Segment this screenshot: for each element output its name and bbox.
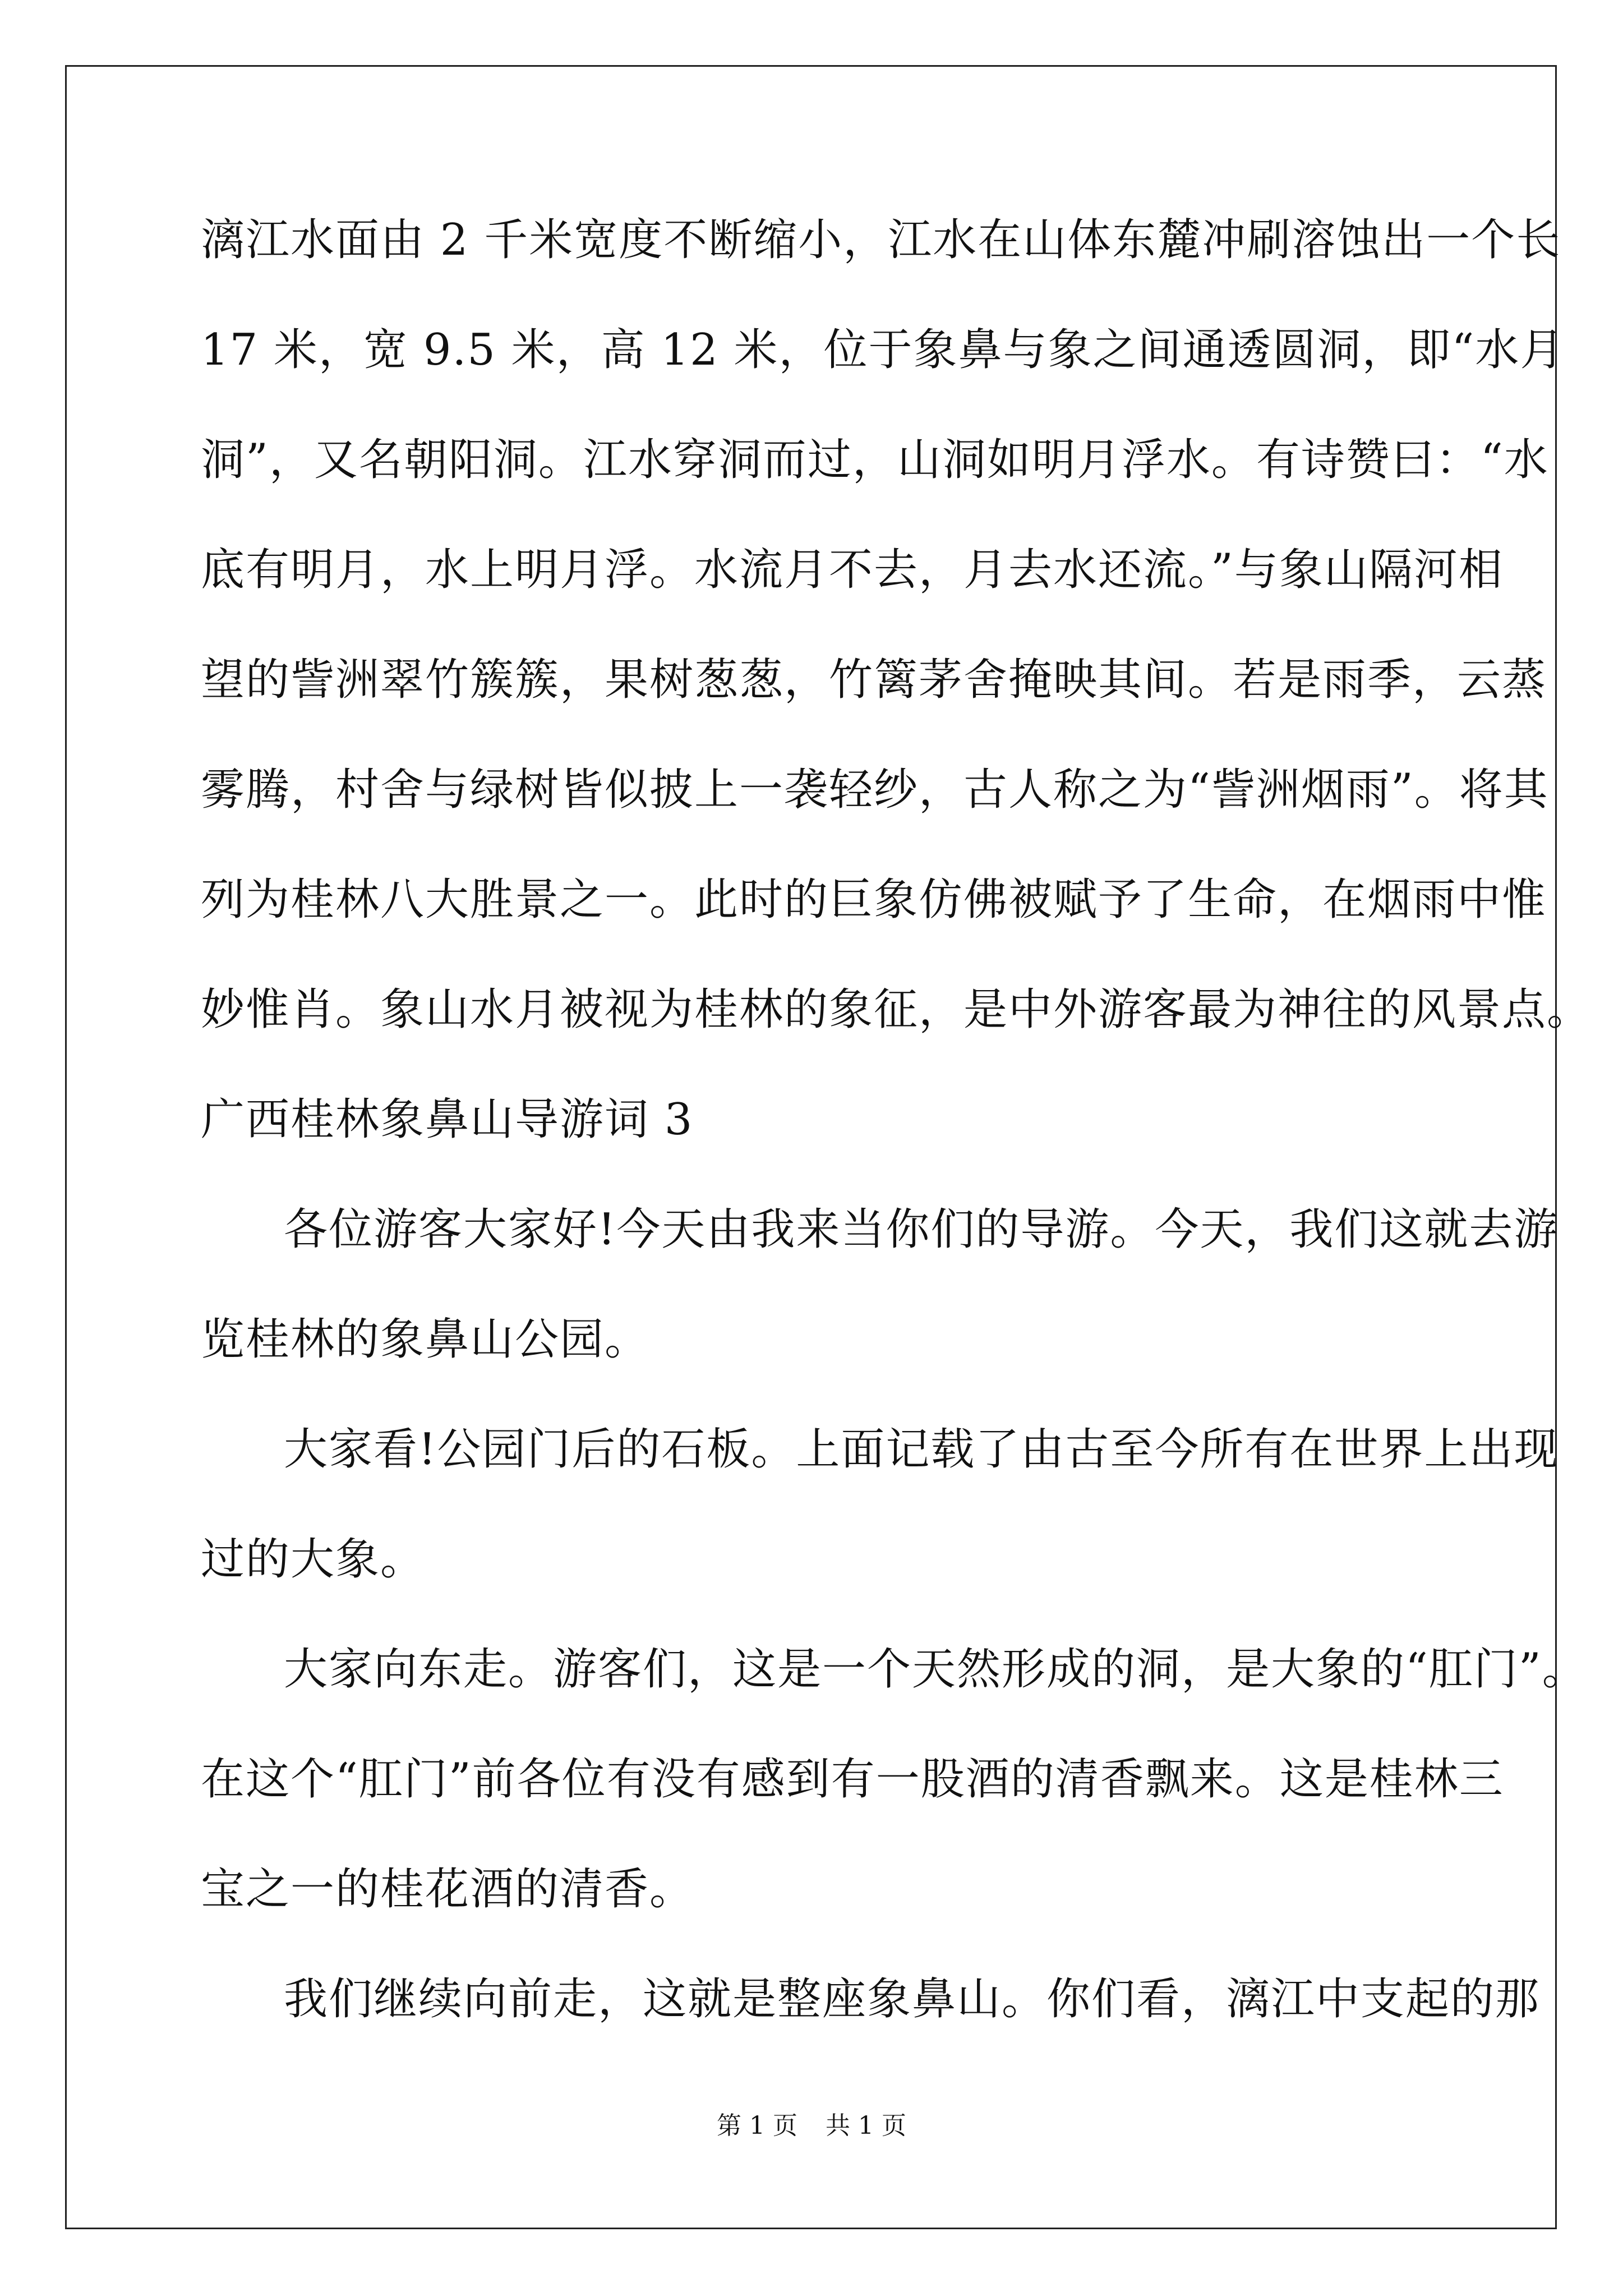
page-footer <box>0 2110 1623 2142</box>
section-heading: 广西桂林象鼻山导游词 3 <box>201 1094 694 1145</box>
paragraph-first-line: 大家向东走。游客们，这是一个天然形成的洞，是大象的“肛门”。 <box>284 1644 1587 1695</box>
paragraph-first-line: 我们继续向前走，这就是整座象鼻山。你们看，漓江中支起的那 <box>284 1974 1541 2024</box>
page-number-total: 共 1 页 <box>826 2111 906 2140</box>
body-line: 漓江水面由 2 千米宽度不断缩小，江水在山体东麓冲刷溶蚀出一个长 <box>201 215 1561 265</box>
paragraph-first-line: 各位游客大家好!今天由我来当你们的导游。今天，我们这就去游 <box>284 1204 1559 1255</box>
paragraph-first-line: 大家看!公园门后的石板。上面记载了由古至今所有在世界上出现 <box>284 1424 1559 1475</box>
page-number-current: 第 1 页 <box>717 2111 797 2140</box>
body-line: 在这个“肛门”前各位有没有感到有一股酒的清香飘来。这是桂林三 <box>201 1754 1504 1805</box>
body-line: 雾腾，村舍与绿树皆似披上一袭轻纱，古人称之为“訾洲烟雨”。将其 <box>201 765 1549 815</box>
body-line: 览桂林的象鼻山公园。 <box>201 1314 650 1365</box>
body-line: 望的訾洲翠竹簇簇，果树葱葱，竹篱茅舍掩映其间。若是雨季，云蒸 <box>201 655 1547 705</box>
body-line: 妙惟肖。象山水月被视为桂林的象征，是中外游客最为神往的风景点。 <box>201 984 1592 1035</box>
body-line: 宝之一的桂花酒的清香。 <box>201 1864 695 1915</box>
body-line: 底有明月，水上明月浮。水流月不去，月去水还流。”与象山隔河相 <box>201 545 1504 595</box>
body-line: 17 米，宽 9.5 米，高 12 米，位于象鼻与象之间通透圆洞，即“水月 <box>201 325 1565 375</box>
body-line: 过的大象。 <box>201 1534 426 1585</box>
body-line: 洞”，又名朝阳洞。江水穿洞而过，山洞如明月浮水。有诗赞曰：“水 <box>201 435 1549 485</box>
body-line: 列为桂林八大胜景之一。此时的巨象仿佛被赋予了生命，在烟雨中惟 <box>201 875 1547 925</box>
